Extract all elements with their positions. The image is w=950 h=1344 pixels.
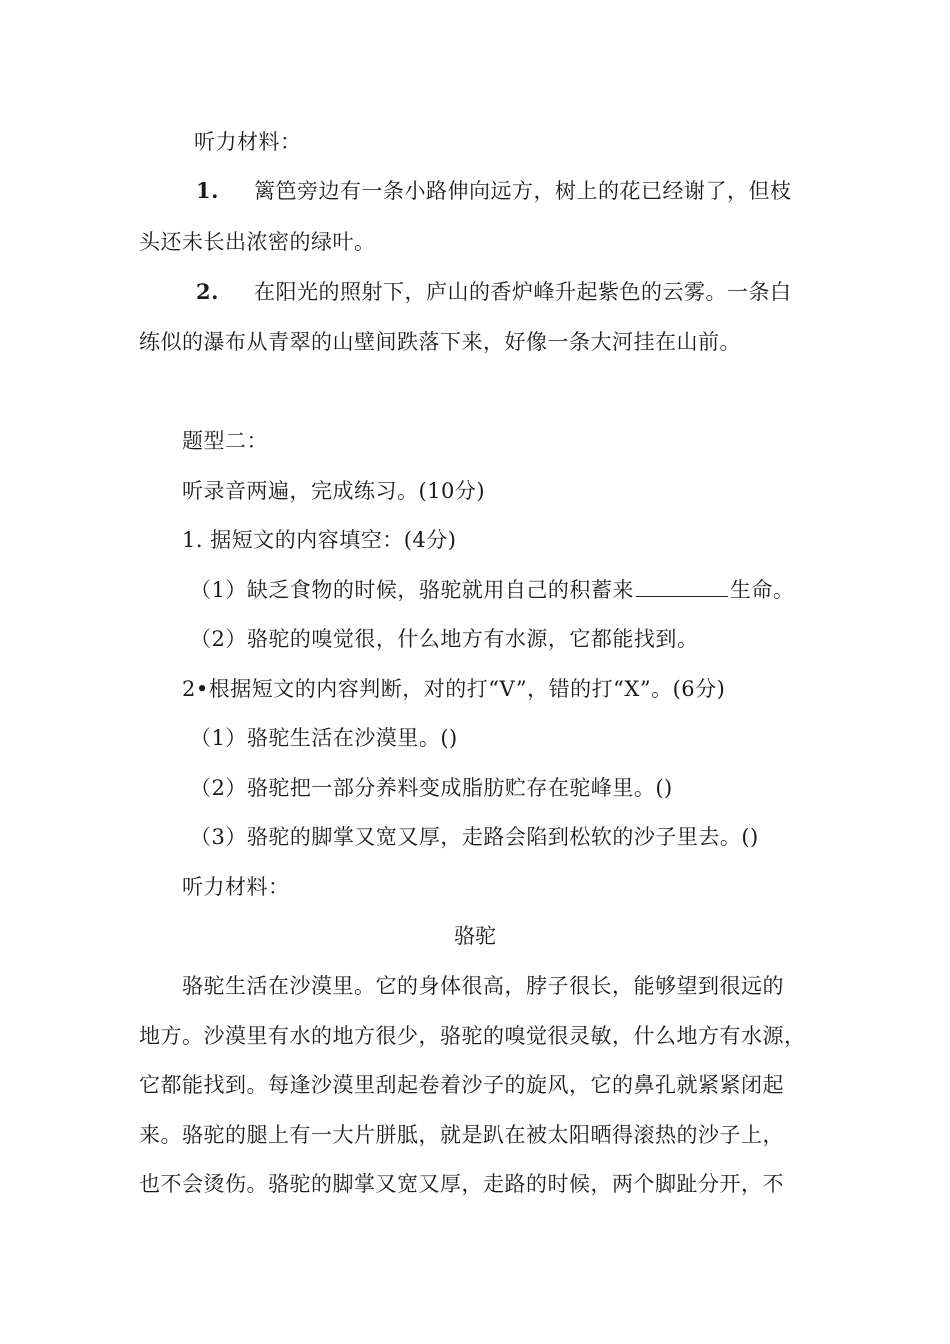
material-item-1-number: 1. bbox=[196, 178, 219, 203]
material-item-2-text: 在阳光的照射下，庐山的香炉峰升起紫色的云雾。一条白 bbox=[254, 280, 792, 304]
story-line-1: 骆驼生活在沙漠里。它的身体很高，脖子很长，能够望到很远的 bbox=[182, 974, 784, 998]
listening-material-heading-1: 听力材料： bbox=[194, 130, 302, 154]
question-type-2-instruction: 听录音两遍，完成练习。(10分) bbox=[182, 479, 486, 503]
story-title: 骆驼 bbox=[454, 924, 496, 948]
material-item-2-line-1 bbox=[196, 278, 792, 306]
material-item-1-line-2: 头还未长出浓密的绿叶。 bbox=[139, 230, 376, 254]
story-line-2: 地方。沙漠里有水的地方很少，骆驼的嗅觉很灵敏，什么地方有水源， bbox=[139, 1024, 806, 1048]
question-1-sub-2: （2）骆驼的嗅觉很，什么地方有水源，它都能找到。 bbox=[190, 627, 699, 651]
material-item-1-line-1 bbox=[196, 177, 792, 205]
question-2-title: 2•根据短文的内容判断，对的打“V”，错的打“X”。(6分) bbox=[182, 677, 726, 701]
question-2-sub-1: （1）骆驼生活在沙漠里。() bbox=[190, 726, 458, 750]
question-2-sub-3: （3）骆驼的脚掌又宽又厚，走路会陷到松软的沙子里去。() bbox=[190, 825, 759, 849]
material-item-2-line-2: 练似的瀑布从青翠的山壁间跌落下来，好像一条大河挂在山前。 bbox=[139, 330, 741, 354]
question-type-2-heading: 题型二： bbox=[182, 429, 268, 453]
story-line-4: 来。骆驼的腿上有一大片胼胝，就是趴在被太阳晒得滚热的沙子上， bbox=[139, 1123, 784, 1147]
question-2-sub-2: （2）骆驼把一部分养料变成脂肪贮存在驼峰里。() bbox=[190, 776, 673, 800]
story-line-5: 也不会烫伤。骆驼的脚掌又宽又厚，走路的时候，两个脚趾分开，不 bbox=[139, 1172, 784, 1196]
material-item-2-number: 2. bbox=[196, 279, 219, 304]
question-1-sub-1-text: （1）缺乏食物的时候，骆驼就用自己的积蓄来 bbox=[190, 578, 634, 602]
question-1-sub-1-tail: 生命。 bbox=[729, 578, 795, 602]
listening-material-heading-2: 听力材料： bbox=[182, 875, 290, 899]
fill-in-blank bbox=[636, 576, 728, 597]
question-1-sub-1 bbox=[190, 576, 794, 604]
material-item-1-text: 篱笆旁边有一条小路伸向远方，树上的花已经谢了，但枝 bbox=[254, 179, 792, 203]
story-line-3: 它都能找到。每逢沙漠里刮起卷着沙子的旋风，它的鼻孔就紧紧闭起 bbox=[139, 1073, 784, 1097]
question-1-title: 1. 据短文的内容填空：(4分) bbox=[182, 528, 457, 552]
